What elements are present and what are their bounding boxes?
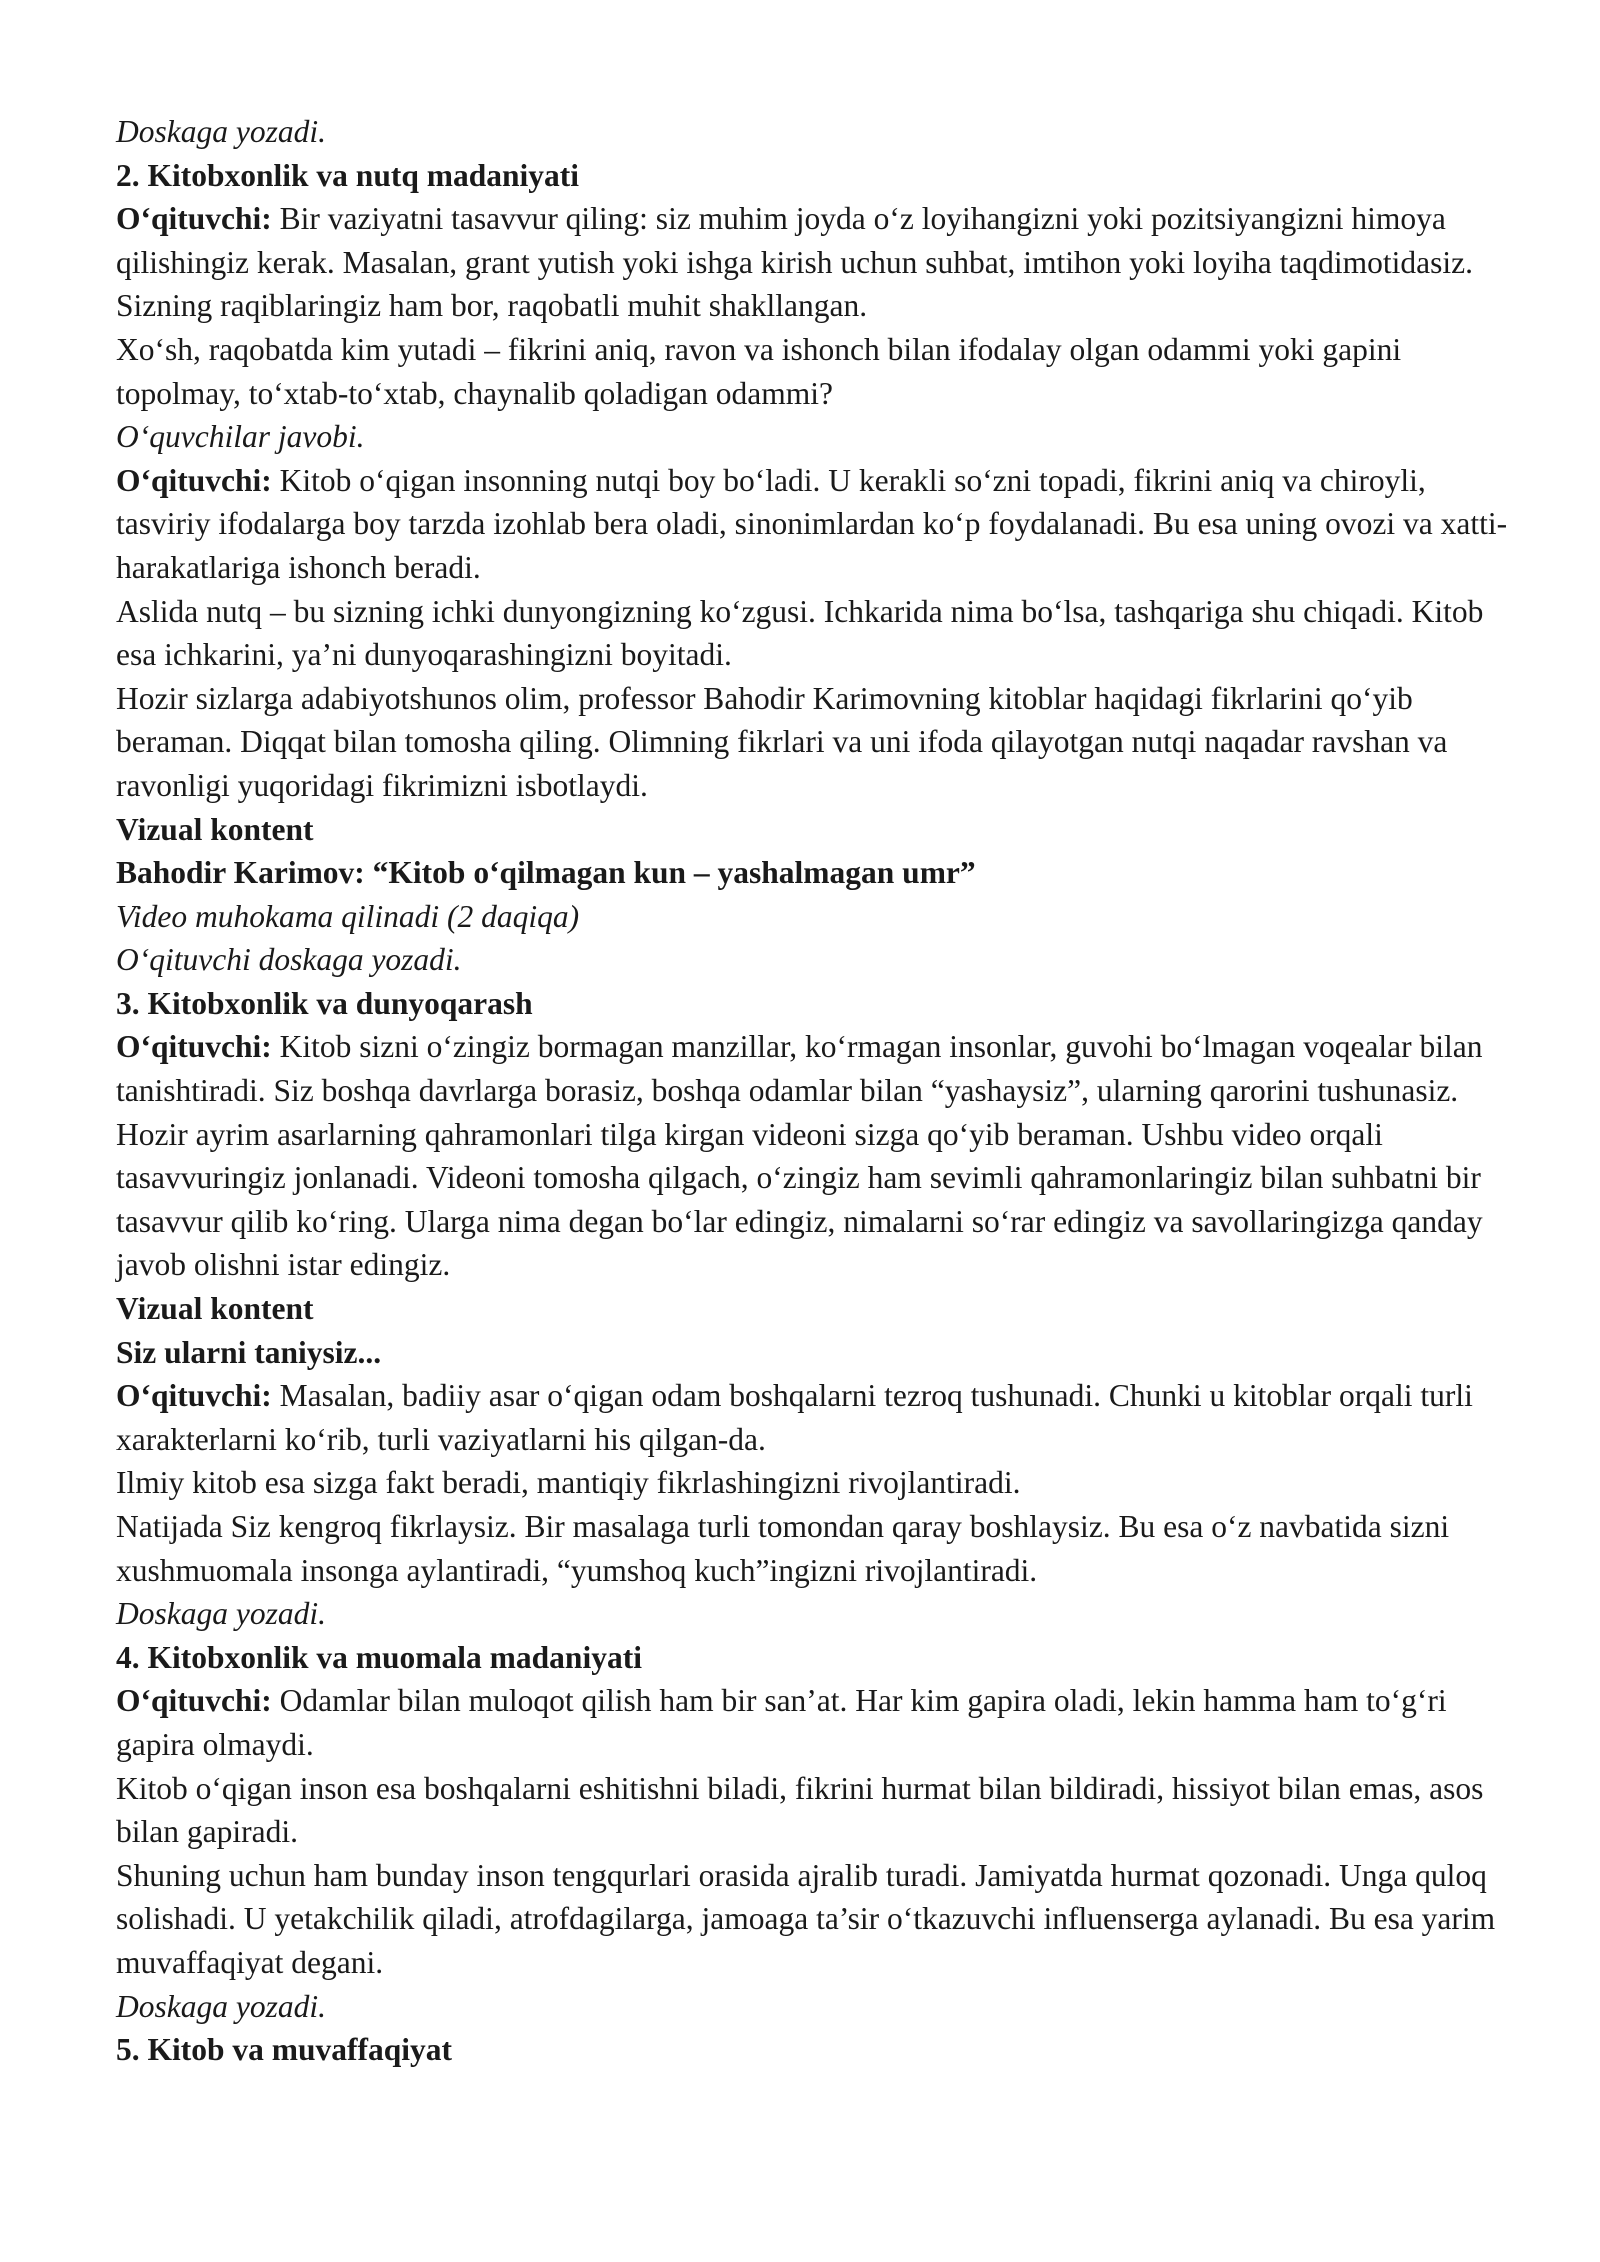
- paragraph-text: Odamlar bilan muloqot qilish ham bir san’at. Har kim gapira oladi, lekin hamma ham to‘g‘ri gapira olmaydi.: [116, 1683, 1447, 1762]
- visual-content-label: Vizual kontent: [116, 811, 314, 847]
- document-page: [116, 110, 1516, 2072]
- speaker-label: O‘qituvchi:: [116, 201, 272, 237]
- paragraph: Xo‘sh, raqobatda kim yutadi – fikrini aniq, ravon va ishonch bilan ifodalay olgan odammi yoki gapini topolmay, to‘xtab-to‘xtab, chaynalib qoladigan odammi?: [116, 331, 1402, 411]
- stage-direction: O‘quvchilar javobi.: [116, 419, 365, 455]
- video-title: Siz ularni taniysiz...: [116, 1334, 382, 1370]
- stage-direction: Doskaga yozadi.: [116, 114, 326, 149]
- teacher-paragraph: [116, 197, 1516, 328]
- paragraph-text: Masalan, badiiy asar o‘qigan odam boshqalarni tezroq tushunadi. Chunki u kitoblar orqali turli xarakterlarni ko‘rib, turli vaziyatlarni his qilgan-da.: [116, 1378, 1473, 1457]
- paragraph: Hozir sizlarga adabiyotshunos olim, professor Bahodir Karimovning kitoblar haqidagi fikrlarini qo‘yib beraman. Diqqat bilan tomosha qiling. Olimning fikrlari va uni ifoda qilayotgan nutqi naqadar ravshan va ravonligi yuqoridagi fikrimizni isbotlaydi.: [116, 680, 1448, 803]
- section-heading: 2. Kitobxonlik va nutq madaniyati: [116, 157, 579, 193]
- teacher-paragraph: [116, 459, 1516, 590]
- paragraph-text: Kitob sizni o‘zingiz bormagan manzillar, ko‘rmagan insonlar, guvohi bo‘lmagan voqealar bilan tanishtiradi. Siz boshqa davrlarga borasiz, boshqa odamlar bilan “yashaysiz”, ularning qarorini tushunasiz.: [116, 1029, 1483, 1109]
- paragraph: Natijada Siz kengroq fikrlaysiz. Bir masalaga turli tomondan qaray boshlaysiz. Bu esa o‘z navbatida sizni xushmuomala insonga aylantiradi, “yumshoq kuch”ingizni rivojlantiradi.: [116, 1509, 1450, 1588]
- speaker-label: O‘qituvchi:: [116, 1378, 272, 1414]
- paragraph-text: Bir vaziyatni tasavvur qiling: siz muhim joyda o‘z loyihangizni yoki pozitsiyangizni himoya qilishingiz kerak. Masalan, grant yutish yoki ishga kirish uchun suhbat, imtihon yoki loyiha taqdimotidasiz. Sizning raqiblaringiz ham bor, raqobatli muhit shakllangan.: [116, 201, 1473, 324]
- section-heading: 5. Kitob va muvaffaqiyat: [116, 2032, 453, 2068]
- section-heading: 4. Kitobxonlik va muomala madaniyati: [116, 1639, 642, 1675]
- paragraph: Hozir ayrim asarlarning qahramonlari tilga kirgan videoni sizga qo‘yib beraman. Ushbu video orqali tasavvuringiz jonlanadi. Videoni tomosha qilgach, o‘zingiz ham sevimli qahramonlaringiz bilan suhbatni bir tasavvur qilib ko‘ring. Ularga nima degan bo‘lar edingiz, nimalarni so‘rar edingiz va savollaringizga qanday javob olishni istar edingiz.: [116, 1116, 1483, 1283]
- stage-direction: Doskaga yozadi.: [116, 1988, 326, 2024]
- stage-direction: Video muhokama qilinadi (2 daqiqa): [116, 898, 580, 934]
- stage-direction: O‘qituvchi doskaga yozadi.: [116, 942, 462, 978]
- teacher-paragraph: [116, 1374, 1516, 1461]
- video-title: Bahodir Karimov: “Kitob o‘qilmagan kun – yashalmagan umr”: [116, 855, 976, 891]
- speaker-label: O‘qituvchi:: [116, 462, 272, 498]
- paragraph-text: Kitob o‘qigan insonning nutqi boy bo‘ladi. U kerakli so‘zni topadi, fikrini aniq va chiroyli, tasviriy ifodalarga boy tarzda izohlab bera oladi, sinonimlardan ko‘p foydalanadi. Bu esa uning ovozi va xatti-harakatlariga ishonch beradi.: [116, 462, 1508, 585]
- paragraph: Shuning uchun ham bunday inson tengqurlari orasida ajralib turadi. Jamiyatda hurmat qozonadi. Unga quloq solishadi. U yetakchilik qiladi, atrofdagilarga, jamoaga ta’sir o‘tkazuvchi influenserga aylanadi. Bu esa yarim muvaffaqiyat degani.: [116, 1857, 1496, 1980]
- paragraph: Kitob o‘qigan inson esa boshqalarni eshitishni biladi, fikrini hurmat bilan bildiradi, hissiyot bilan emas, asos bilan gapiradi.: [116, 1770, 1484, 1850]
- teacher-paragraph: [116, 1025, 1516, 1112]
- teacher-paragraph: [116, 1679, 1516, 1766]
- visual-content-label: Vizual kontent: [116, 1291, 314, 1327]
- section-heading: 3. Kitobxonlik va dunyoqarash: [116, 985, 533, 1021]
- stage-direction: Doskaga yozadi.: [116, 1596, 326, 1632]
- speaker-label: O‘qituvchi:: [116, 1683, 272, 1719]
- speaker-label: O‘qituvchi:: [116, 1029, 272, 1065]
- paragraph: Ilmiy kitob esa sizga fakt beradi, mantiqiy fikrlashingizni rivojlantiradi.: [116, 1465, 1021, 1501]
- paragraph: Aslida nutq – bu sizning ichki dunyongizning ko‘zgusi. Ichkarida nima bo‘lsa, tashqariga shu chiqadi. Kitob esa ichkarini, ya’ni dunyoqarashingizni boyitadi.: [116, 593, 1484, 673]
